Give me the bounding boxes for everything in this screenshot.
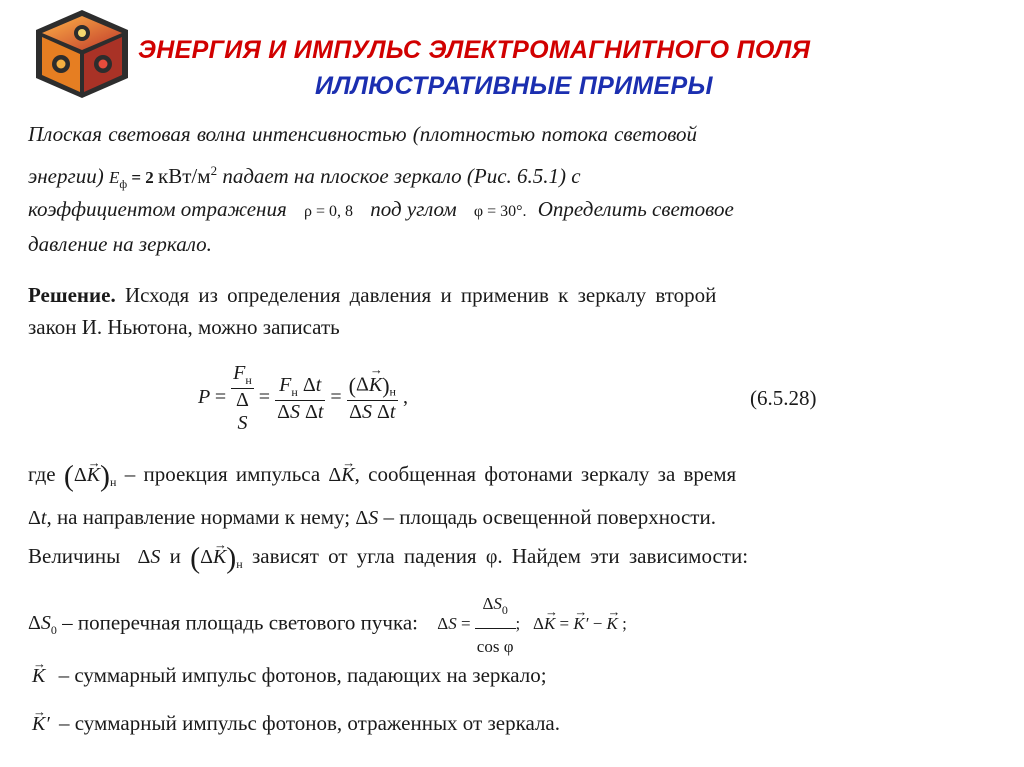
values-line [28,538,748,582]
k-definition [32,657,547,694]
solution-text: , на направление нормами к нему; [46,505,351,529]
equation-number: (6.5.28) [750,386,817,410]
intensity-symbol: E [108,168,120,187]
area-formula: ΔS = $\frac{\Delta S_0}{\text{cos φ}}$ ; Δ→ K = → K′ − → K ; [437,614,627,633]
momentum-projection: $(\Delta\to K)_н$ [64,464,117,486]
momentum-delta: Δ→ K [328,464,354,486]
solution-text: – суммарный импульс фотонов, падающих на зеркало; [58,663,547,687]
intensity-value: = 2 [131,168,154,187]
solution-text: . Найдем эти зависимости: [497,544,749,568]
solution-text: Исходя из определения давления и применив к зеркалу второй [124,283,717,307]
problem-text: давление на зеркало. [28,232,212,256]
title-line2: ИЛЛЮСТРАТИВНЫЕ ПРИМЕРЫ [315,72,713,100]
solution-text: Величины [28,544,121,568]
solution-text: где [28,462,56,486]
solution-text: зависят от угла падения [251,544,477,568]
solution-line2 [28,309,340,345]
problem-line4 [28,226,212,262]
problem-text: коэффициентом отражения [28,197,287,221]
cube-logo-icon [30,6,134,102]
problem-text: Определить световое [537,197,734,221]
equation-pressure: P = $F_н$ Δ S = $\frac{F_н \Delta t}{\text{ΔS Δt}}$ = $\frac{(\Delta\to K)_н}{\text{ΔS Δt}}$ , [198,362,408,435]
momentum-projection: $(\Delta\to K)_н$ [190,546,243,568]
solution-line1 [28,277,716,313]
k-prime-vector: → K′ [32,713,50,735]
intensity-subscript: ф [119,177,128,191]
k-prime-definition [32,705,560,742]
intensity-unit: кВт/м [158,164,211,188]
solution-text: – поперечная площадь светового пучка: [62,610,419,635]
intensity-formula [108,168,158,191]
area-zero: $\Delta S_0$ [28,612,57,638]
dt-line [28,499,716,536]
problem-text: под углом [370,197,457,221]
k-vector: → K [32,665,45,687]
unit-exponent: 2 [210,163,218,178]
time-interval: Δt [28,507,47,529]
solution-label: Решение. [28,283,116,307]
cross-section-line [28,586,627,665]
solution-text: – площадь освещенной поверхности. [383,505,716,529]
area-delta: ΔS [355,507,379,529]
problem-text: Плоская световая волна интенсивностью (плотностью потока световой [28,122,698,146]
area-delta: ΔS [137,546,161,568]
solution-text: и [169,544,181,568]
title-line1: ЭНЕРГИЯ И ИМПУЛЬС ЭЛЕКТРОМАГНИТНОГО ПОЛЯ [138,36,811,64]
reflection-coefficient: ρ = 0, 8 [303,203,353,220]
solution-text: – суммарный импульс фотонов, отраженных от зеркала. [58,711,561,735]
solution-text: , сообщенная фотонами зеркалу за время [354,462,737,486]
logo [30,6,134,102]
incidence-angle: φ = 30°. [473,203,527,220]
problem-line3 [28,191,734,230]
problem-line1 [28,116,697,152]
solution-text: – проекция импульса [124,462,321,486]
where-line [28,456,736,500]
problem-text: энергии) [28,164,104,188]
problem-text: падает на плоское зеркало (Рис. 6.5.1) с [222,164,581,188]
angle-phi: φ [485,546,498,568]
solution-text: закон И. Ньютона, можно записать [28,315,340,339]
